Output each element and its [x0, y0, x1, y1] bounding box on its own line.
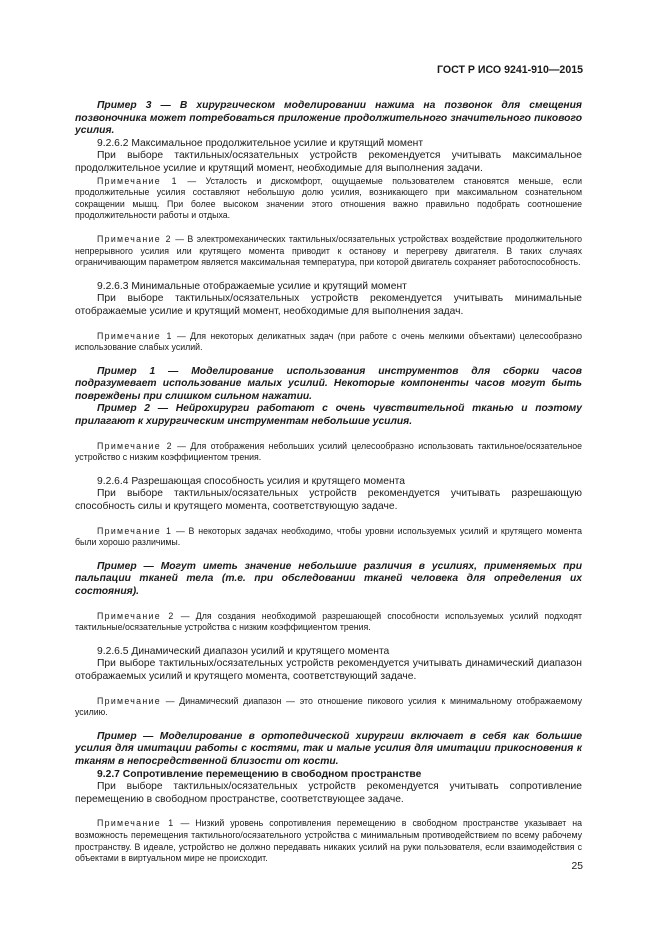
- heading-9-2-6-2: 9.2.6.2 Максимальное продолжительное усилие и крутящий момент: [97, 137, 424, 149]
- note-text: — В электромеханических тактильных/осязательных устройствах воздействие продолжительного непрерывного усилия или крутящего момента приводит к останову и перегреву двигателя. В таких случаях ограничивающим параметром является максимальная температура, при которой двигатель сохраняет работоспособность.: [75, 233, 582, 268]
- note-9-2-6-2-2: [75, 234, 582, 269]
- heading-9-2-7: 9.2.7 Сопротивление перемещению в свободном пространстве: [97, 768, 422, 780]
- heading-9-2-6-5: 9.2.6.5 Динамический диапазон усилий и крутящего момента: [97, 645, 390, 657]
- note-text: — Динамический диапазон — это отношение пикового усилия к минимальному отображаемому усилию.: [75, 695, 582, 718]
- note-9-2-6-3-1: [75, 331, 582, 354]
- paragraph-9-2-6-3: При выборе тактильных/осязательных устройств рекомендуется учитывать минимальные отображаемые усилие и крутящий момент, необходимые для выполнения задач.: [75, 293, 582, 317]
- page-number: 25: [571, 861, 583, 872]
- note-label: Примечание 1: [97, 330, 173, 341]
- example-9-2-6-4: Пример — Могут иметь значение небольшие различия в усилиях, применяемых при пальпации тканей тела (т.е. при обследовании тканей человека для определения их состояния).: [75, 560, 582, 597]
- note-label: Примечание 2: [97, 440, 173, 451]
- note-text: — В некоторых задачах необходимо, чтобы уровни используемых усилий и крутящего момента были хорошо различимы.: [75, 525, 583, 548]
- note-text: — Для некоторых деликатных задач (при работе с очень мелкими объектами) целесообразно использование слабых усилий.: [75, 330, 582, 353]
- note-text: — Для отображения небольших усилий целесообразно использовать тактильное/осязательное устройство с низким коэффициентом трения.: [75, 440, 582, 463]
- note-label: Примечание: [97, 695, 161, 706]
- note-9-2-6-3-2: [75, 441, 582, 464]
- note-label: Примечание 2: [97, 610, 175, 621]
- note-9-2-6-4-2: [75, 611, 582, 634]
- note-label: Примечание 1: [97, 525, 173, 536]
- note-9-2-6-5: [75, 696, 582, 719]
- note-text: — Низкий уровень сопротивления перемещению в свободном пространстве указывает на возможность перемещения тактильного/осязательного устройства с минимальным противодействием по всему рабочему пространству. В идеале, устройство не должно передавать никаких усилий на руки пользователя, если взаимодействия с объектами в виртуальном мире не происходит.: [75, 818, 582, 864]
- note-9-2-6-4-1: [75, 526, 582, 549]
- heading-9-2-6-3: 9.2.6.3 Минимальные отображаемые усилие и крутящий момент: [97, 280, 407, 292]
- standard-header: ГОСТ Р ИСО 9241-910—2015: [436, 64, 583, 76]
- note-9-2-6-2-1: [75, 176, 582, 222]
- note-label: Примечание 2: [97, 233, 172, 244]
- paragraph-9-2-6-2: При выборе тактильных/осязательных устройств рекомендуется учитывать максимальное продолжительное усилие и крутящий момент, необходимые для выполнения задачи.: [75, 150, 582, 174]
- note-label: Примечание 1: [97, 818, 175, 829]
- paragraph-9-2-7: При выборе тактильных/осязательных устройств рекомендуется учитывать сопротивление перемещению в свободном пространстве, соответствующее задаче.: [75, 781, 582, 805]
- note-9-2-7-1: [75, 818, 582, 864]
- example-3: Пример 3 — В хирургическом моделировании нажима на позвонок для смещения позвоночника может потребоваться приложение продолжительного значительного пикового усилия.: [75, 100, 582, 137]
- example-9-2-6-5: Пример — Моделирование в ортопедической хирургии включает в себя как большие усилия для имитации работы с костями, так и малые усилия для имитации прикосновения к тканям в непосредственной близости от кости.: [75, 730, 582, 767]
- example-9-2-6-3-1: Пример 1 — Моделирование использования инструментов для сборки часов подразумевает использование малых усилий. Некоторые компоненты часов могут быть повреждены при слишком сильном нажатии.: [75, 365, 582, 402]
- paragraph-9-2-6-4: При выборе тактильных/осязательных устройств рекомендуется учитывать разрешающую способность силы и крутящего момента, соответствующую задаче.: [75, 488, 582, 513]
- heading-9-2-6-4: 9.2.6.4 Разрешающая способность усилия и крутящего момента: [97, 475, 405, 487]
- note-text: — Усталость и дискомфорт, ощущаемые пользователем становятся меньше, если продолжительные усилия составляют небольшую долю усилия, возникающего при максимальном сознательном сокращении мышц. При более высоком значении этого отношения важно правильно подобрать соотношение продолжительности работы и отдыха.: [75, 175, 582, 221]
- page-content: [75, 100, 582, 865]
- note-label: Примечание 1: [97, 175, 178, 186]
- example-9-2-6-3-2: Пример 2 — Нейрохирурги работают с очень чувствительной тканью и поэтому прилагают к хирургическим инструментам небольшие усилия.: [75, 403, 582, 428]
- note-text: — Для создания необходимой разрешающей способности используемых усилий подходят тактильные/осязательные устройства с низким коэффициентом трения.: [75, 610, 582, 633]
- paragraph-9-2-6-5: При выборе тактильных/осязательных устройств рекомендуется учитывать динамический диапазон отображаемых усилий и крутящего момента, соответствующий задаче.: [75, 658, 582, 682]
